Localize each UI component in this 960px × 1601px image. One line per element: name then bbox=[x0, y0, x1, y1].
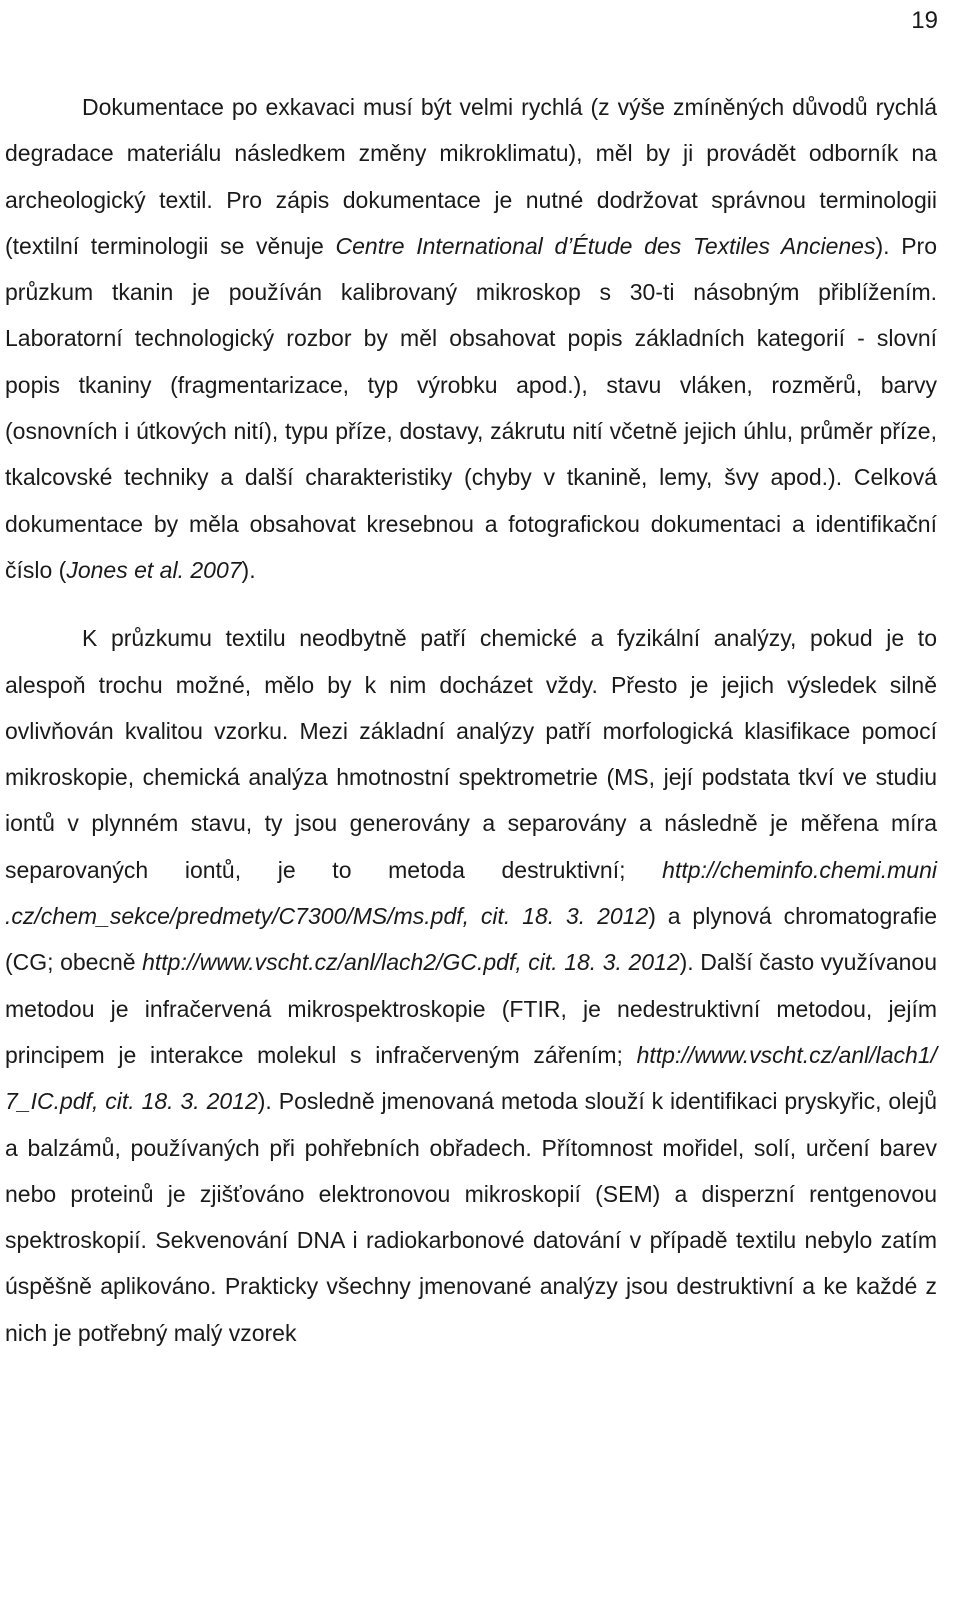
paragraph-excavation-documentation bbox=[5, 84, 937, 593]
institution-name: Centre International d’Étude des Textiles Ancienes bbox=[335, 232, 876, 259]
citation: Jones et al. 2007 bbox=[66, 556, 242, 583]
text-run: ). bbox=[241, 556, 256, 583]
reference-link: http://www.vscht.cz/anl/lach2/GC.pdf, cit. 18. 3. 2012 bbox=[142, 949, 680, 976]
text-run: ). Další často využívanou metodou je infračervená mikrospektroskopie (FTIR, je nedestruktivní metodou, jejím principem je interakce molekul s infračerveným zářením; bbox=[5, 949, 937, 1068]
reference-link: http://www.vscht.cz/anl/lach1/ 7_IC.pdf, cit. 18. 3. 2012 bbox=[5, 1041, 937, 1115]
text-run: Dokumentace po exkavaci musí být velmi rychlá (z výše zmíněných důvodů rychlá degradace materiálu následkem změny mikroklimatu), měl by ji provádět odborník na archeologický textil. Pro zápis dokumentace je nutné dodržovat správnou terminologii (textilní terminologii se věnuje bbox=[5, 94, 937, 259]
text-run: K průzkumu textilu neodbytně patří chemické a fyzikální analýzy, pokud je to alespoň trochu možné, mělo by k nim docházet vždy. Přesto je jejich výsledek silně ovlivňován kvalitou vzorku. Mezi základní analýzy patří morfologická klasifikace pomocí mikroskopie, chemická analýza hmotnostní spektrometrie (MS, její podstata tkví ve studiu iontů v plynném stavu, ty jsou generovány a separovány a následně je měřena míra separovaných iontů, je to metoda destruktivní; bbox=[5, 625, 937, 883]
page-number: 19 bbox=[911, 7, 938, 34]
text-run: ). Posledně jmenovaná metoda slouží k identifikaci pryskyřic, olejů a balzámů, používaných při pohřebních obřadech. Přítomnost mořidel, solí, určení barev nebo proteinů je zjišťováno elektronovou mikroskopií (SEM) a disperzní rentgenovou spektroskopií. Sekvenování DNA i radiokarbonové datování v případě textilu nebylo zatím úspěšně aplikováno. Prakticky všechny jmenované analýzy jsou destruktivní a ke každé z nich je potřebný malý vzorek bbox=[5, 1088, 937, 1346]
page-body bbox=[5, 84, 937, 1356]
reference-link: http://cheminfo.chemi.muni .cz/chem_sekce/predmety/C7300/MS/ms.pdf, cit. 18. 3. 2012 bbox=[5, 856, 937, 930]
text-run: ) a plynová chromatografie (CG; obecně bbox=[5, 903, 937, 976]
text-run: ). Pro průzkum tkanin je používán kalibrovaný mikroskop s 30-ti násobným přiblížením. Laboratorní technologický rozbor by měl obsahovat popis základních kategorií - slovní popis tkaniny (fragmentarizace, typ výrobku apod.), stavu vláken, rozměrů, barvy (osnovních i útkových nití), typu příze, dostavy, zákrutu nití včetně jejich úhlu, průměr příze, tkalcovské techniky a další charakteristiky (chyby v tkanině, lemy, švy apod.). Celková dokumentace by měla obsahovat kresebnou a fotografickou dokumentaci a identifikační číslo ( bbox=[5, 232, 937, 583]
paragraph-chemical-analyses bbox=[5, 615, 937, 1356]
